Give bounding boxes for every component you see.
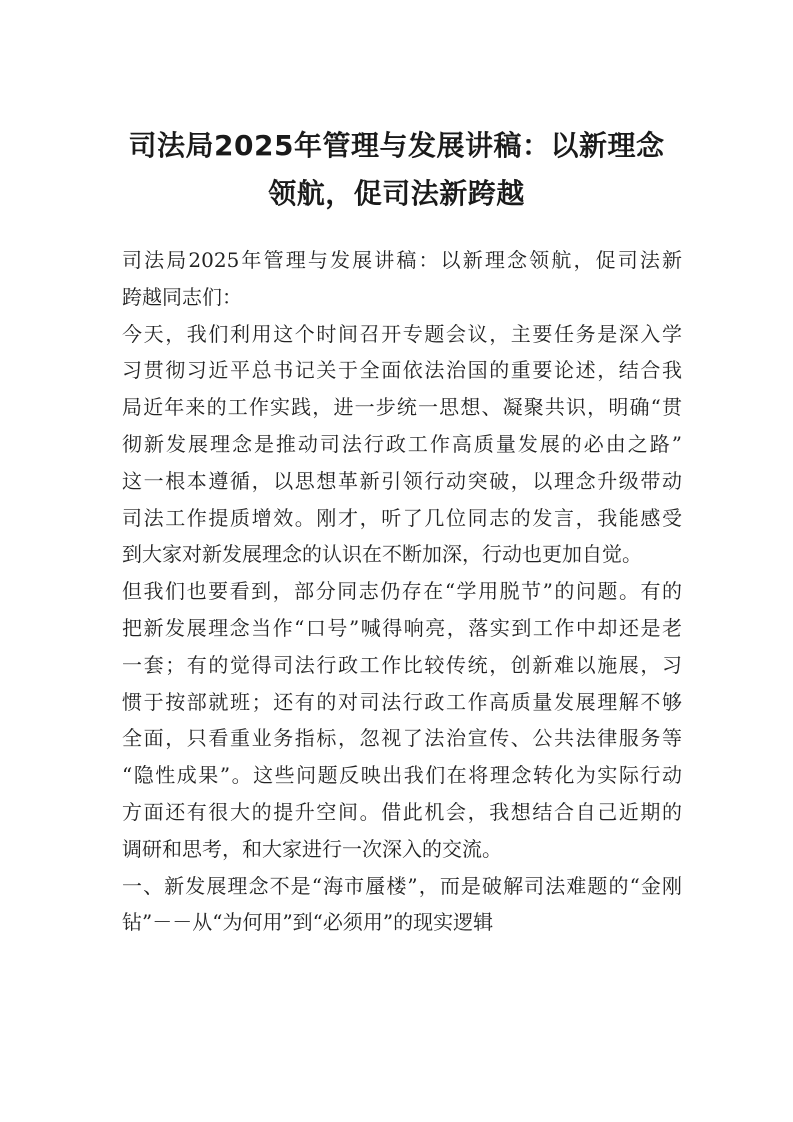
text-line: 习贯彻习近平总书记关于全面依法治国的重要论述，结合我	[122, 358, 682, 383]
text-line: 跨越同志们：	[122, 284, 242, 309]
text-line: 局近年来的工作实践，进一步统一思想、凝聚共识，明确“贯	[122, 395, 682, 420]
document-title	[110, 122, 683, 218]
text-line: 把新发展理念当作“口号”喊得响亮，落实到工作中却还是老	[122, 615, 682, 640]
text-line: 惯于按部就班；还有的对司法行政工作高质量发展理解不够	[122, 689, 682, 714]
text-line: 到大家对新发展理念的认识在不断加深，行动也更加自觉。	[122, 542, 642, 567]
text-line: 方面还有很大的提升空间。借此机会，我想结合自己近期的	[122, 799, 682, 824]
text-line: 彻新发展理念是推动司法行政工作高质量发展的必由之路”	[122, 431, 682, 456]
text-line: 一、新发展理念不是“海市蜃楼”，而是破解司法难题的“金刚	[122, 873, 682, 898]
title-line: 司法局2025年管理与发展讲稿：以新理念	[128, 129, 665, 162]
text-line: “隐性成果”。这些问题反映出我们在将理念转化为实际行动	[122, 763, 682, 788]
text-line: 调研和思考，和大家进行一次深入的交流。	[122, 836, 502, 861]
text-line: 但我们也要看到，部分同志仍存在“学用脱节”的问题。有的	[122, 579, 682, 604]
document-body	[122, 242, 682, 941]
text-line: 司法工作提质增效。刚才，听了几位同志的发言，我能感受	[122, 505, 682, 530]
paragraph-intro	[122, 316, 682, 574]
text-line: 今天，我们利用这个时间召开专题会议，主要任务是深入学	[122, 321, 682, 346]
paragraph-problems	[122, 573, 682, 867]
text-line: 全面，只看重业务指标，忽视了法治宣传、公共法律服务等	[122, 726, 682, 751]
title-line: 领航，促司法新跨越	[268, 177, 525, 210]
text-line: 这一根本遵循，以思想革新引领行动突破，以理念升级带动	[122, 468, 682, 493]
paragraph-salutation	[122, 242, 682, 316]
text-line: 司法局2025年管理与发展讲稿：以新理念领航，促司法新	[122, 248, 682, 272]
text-line: 一套；有的觉得司法行政工作比较传统，创新难以施展，习	[122, 652, 682, 677]
text-line: 钻”－－从“为何用”到“必须用”的现实逻辑	[122, 910, 494, 935]
section-heading-1	[122, 868, 682, 942]
